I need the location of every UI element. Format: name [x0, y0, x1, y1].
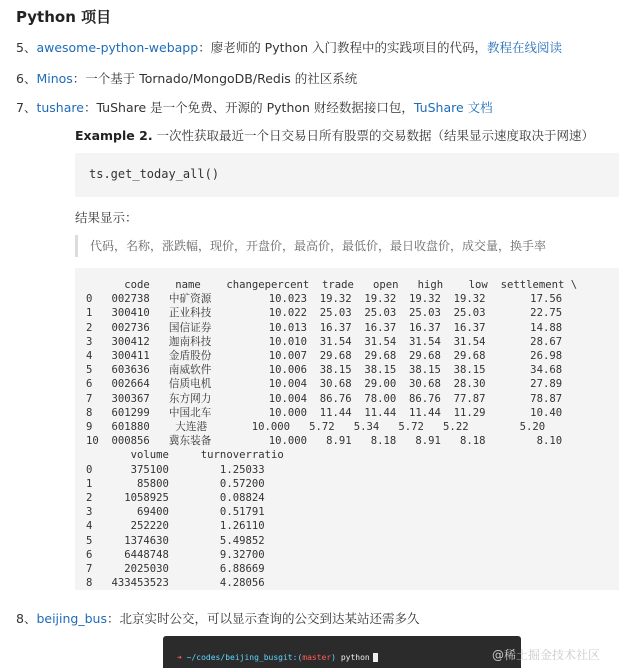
example-label: Example 2.: [75, 128, 153, 143]
item-number: 6、: [16, 71, 37, 86]
tushare-docs-link[interactable]: TuShare 文档: [413, 100, 493, 115]
tutorial-online-link[interactable]: 教程在线阅读: [486, 40, 562, 55]
item-number: 5、: [16, 40, 37, 55]
code-line: ts.get_today_all(): [89, 167, 220, 181]
minos-link[interactable]: Minos: [36, 71, 73, 86]
watermark: [492, 646, 600, 663]
item-description: ：一个基于 Tornado/MongoDB/Redis 的社区系统: [72, 71, 358, 86]
terminal-screenshot: [163, 636, 521, 668]
terminal-git-close: ): [331, 653, 336, 662]
example-caption: [75, 126, 594, 144]
result-label: 结果显示：: [75, 210, 138, 225]
section-heading: Python 项目: [16, 8, 112, 26]
terminal-command: python: [340, 653, 370, 662]
list-item-8: [16, 609, 420, 627]
item-number: 8、: [16, 611, 37, 626]
prompt-arrow-icon: ➜: [177, 653, 182, 662]
output-block: [75, 268, 619, 590]
item-description: ：廖老师的 Python 入门教程中的实践项目的代码，: [198, 40, 487, 55]
list-item-5: [16, 38, 562, 56]
example-text: 一次性获取最近一个日交易日所有股票的交易数据（结果显示速度取决于网速）: [152, 128, 595, 143]
item-number: 7、: [16, 100, 37, 115]
tushare-link[interactable]: tushare: [36, 100, 84, 115]
item-description: ：北京实时公交，可以显示查询的公交到达某站还需多久: [106, 611, 420, 626]
beijing-bus-link[interactable]: beijing_bus: [36, 611, 107, 626]
terminal-prompt: [177, 653, 378, 662]
watermark-text: @稀土掘金技术社区: [492, 648, 601, 662]
stock-data-output: code name changepercent trade open high low settlement \ 0 002738 中矿资源 10.023 19.32 19.32 19.32 19.32 17.56 1 300410 正业科技 10.022 25.03 25.03 25.03 25.03 22.75 2 002736 国信证券 10.013 16.37 16.37 16.37 16.37 14.88 3 300412 迦南科技 10.010 31.54 31.54 31.54 31.54 28.67 4 300411 金盾股份 10.007 29.68 29.68 29.68 29.68 26.98 5 603636 南威软件 10.006 38.15 38.15 38.15 38.15 34.68 6 002664 信质电机 10.004 30.68 29.00 30.68 28.30 27.89 7 300367 东方网力 10.004 86.76 78.00 86.76 77.87 78.87 8 601299 中国北车 10.000 11.44 11.44 11.44 11.29 10.40 9 601880 大连港 10.000 5.72 5.34 5.72 5.22 5.20 10 000856 冀东装备 10.000 8.91 8.18 8.91 8.18 8.10 volume turnoverratio 0 375100 1.25033 1 85800 0.57200 2 1058925 0.08824 3 69400 0.51791 4 252220 1.26110 5 1374630 5.49852 6 6448748 9.32700 7 2025030 6.88669 8 433453523 4.28056: [86, 279, 578, 590]
terminal-path: ~/codes/beijing_bus: [186, 653, 279, 662]
field-description-quote: 代码，名称，涨跌幅，现价，开盘价，最高价，最低价，最日收盘价，成交量，换手率: [75, 235, 546, 257]
list-item-7: [16, 98, 493, 116]
terminal-branch: master: [302, 653, 332, 662]
awesome-python-webapp-link[interactable]: awesome-python-webapp: [36, 40, 199, 55]
list-item-6: [16, 69, 357, 87]
item-description: ：TuShare 是一个免费、开源的 Python 财经数据接口包，: [83, 100, 414, 115]
terminal-git: git:(: [278, 653, 303, 662]
code-block: [75, 153, 619, 197]
terminal-cursor: [373, 653, 378, 662]
